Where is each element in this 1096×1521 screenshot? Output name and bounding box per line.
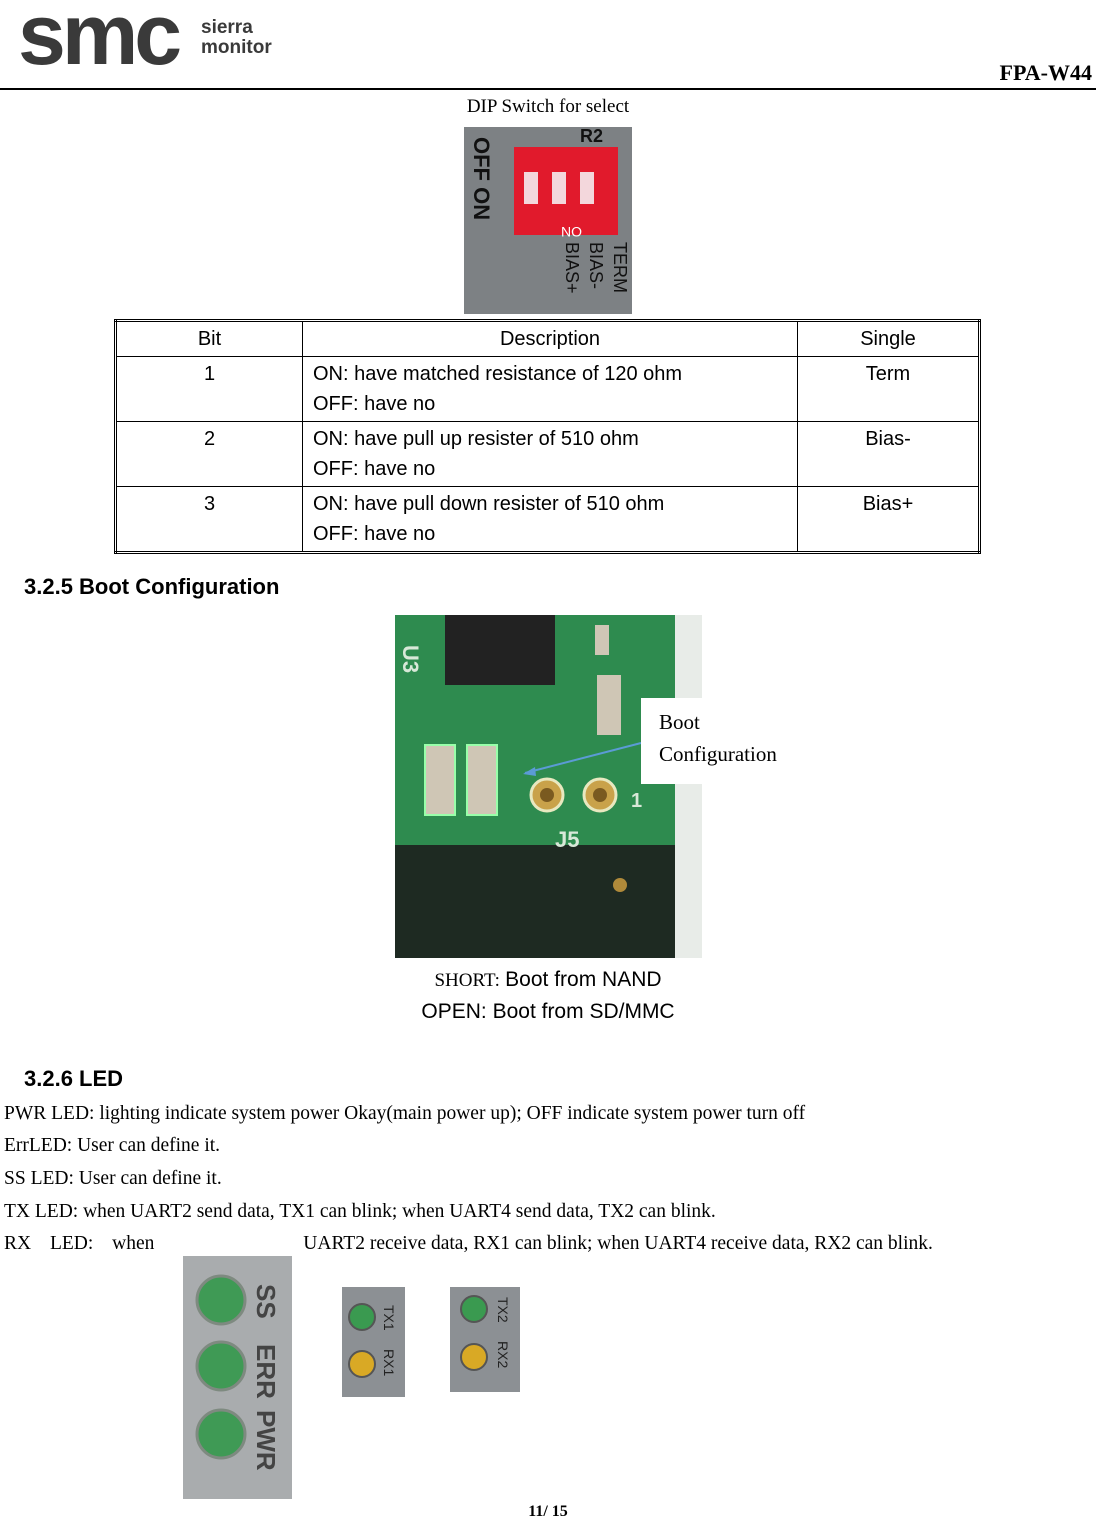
dip-caption: DIP Switch for select: [466, 96, 630, 117]
cell-description: [303, 357, 798, 422]
rx-when: when: [112, 1233, 155, 1254]
rx-rest: UART2 receive data, RX1 can blink; when UART4 receive data, RX2 can blink.: [303, 1233, 933, 1254]
cell-single: Bias+: [798, 487, 980, 553]
board-j5-label: J5: [555, 827, 580, 852]
callout-line-1: Boot: [659, 710, 700, 734]
led-line-tx: TX LED: when UART2 send data, TX1 can blink; when UART4 send data, TX2 can blink.: [4, 1201, 716, 1222]
cell-single: Bias-: [798, 422, 980, 487]
desc-on: ON: have pull up resister of 510 ohm: [313, 428, 639, 450]
led-err-label: ERR: [251, 1344, 281, 1399]
desc-off: OFF: have no: [313, 393, 436, 415]
cell-bit: 1: [116, 357, 303, 422]
short-prefix: SHORT:: [434, 970, 500, 991]
boot-open-caption: OPEN: Boot from SD/MMC: [421, 1000, 675, 1023]
dip-bias-minus-label: BIAS-: [586, 242, 606, 290]
cell-bit: 3: [116, 487, 303, 553]
led-ss-label: SS: [251, 1284, 281, 1319]
col-header-bit: Bit: [116, 321, 303, 357]
led-panel-tx1-rx1: [342, 1287, 405, 1397]
dip-bias-plus-label: BIAS+: [562, 242, 582, 294]
dip-switch-photo: [464, 127, 632, 314]
short-text: Boot from NAND: [505, 968, 662, 991]
dip-offon-label: OFF ON: [469, 137, 494, 221]
desc-on: ON: have pull down resister of 510 ohm: [313, 493, 665, 515]
board-pin1-label: 1: [631, 790, 643, 812]
led-line-rx: [4, 1233, 933, 1255]
company-logo: [18, 2, 278, 72]
cell-description: [303, 422, 798, 487]
cell-bit: 2: [116, 422, 303, 487]
dip-term-label: TERM: [610, 242, 630, 293]
cell-description: [303, 487, 798, 553]
dip-r2-label: R2: [580, 127, 604, 146]
boot-short-caption: [0, 967, 1096, 992]
boot-config-callout: [641, 698, 791, 784]
rx-label: RX: [4, 1233, 32, 1254]
desc-on: ON: have matched resistance of 120 ohm: [313, 363, 683, 385]
section-heading-boot: 3.2.5 Boot Configuration: [24, 574, 280, 599]
document-id: FPA-W44: [999, 60, 1092, 85]
logo-main-text: smc: [18, 2, 179, 72]
led-pwr-label: PWR: [251, 1410, 281, 1471]
table-row: [116, 487, 980, 553]
led-rx1-label: RX1: [381, 1349, 397, 1377]
dip-on-label: ON: [561, 224, 582, 240]
boot-config-photo: [395, 615, 702, 958]
table-row: [116, 422, 980, 487]
header-rule: [0, 88, 1096, 90]
led-panel-ss-err-pwr: [183, 1256, 292, 1499]
cell-single: Term: [798, 357, 980, 422]
led-panel-tx2-rx2: [450, 1287, 520, 1392]
col-header-description: Description: [303, 321, 798, 357]
page-number: 11/ 15: [528, 1503, 568, 1520]
dip-switch-table: [114, 319, 981, 554]
board-u3-label: U3: [398, 645, 423, 674]
section-heading-led: 3.2.6 LED: [24, 1066, 124, 1091]
desc-off: OFF: have no: [313, 523, 436, 545]
led-tx2-label: TX2: [495, 1297, 511, 1323]
desc-off: OFF: have no: [313, 458, 436, 480]
led-line-err: ErrLED: User can define it.: [4, 1135, 221, 1156]
led-rx2-label: RX2: [495, 1341, 511, 1369]
led-line-ss: SS LED: User can define it.: [4, 1168, 222, 1189]
logo-sub-2: monitor: [201, 37, 272, 58]
table-row: [116, 357, 980, 422]
table-header-row: [116, 321, 980, 357]
callout-line-2: Configuration: [659, 742, 777, 766]
led-tx1-label: TX1: [381, 1305, 397, 1331]
logo-sub-1: sierra: [201, 17, 253, 38]
col-header-single: Single: [798, 321, 980, 357]
rx-led: LED:: [49, 1233, 94, 1254]
led-line-pwr: PWR LED: lighting indicate system power Okay(main power up); OFF indicate system power turn off: [4, 1103, 806, 1124]
